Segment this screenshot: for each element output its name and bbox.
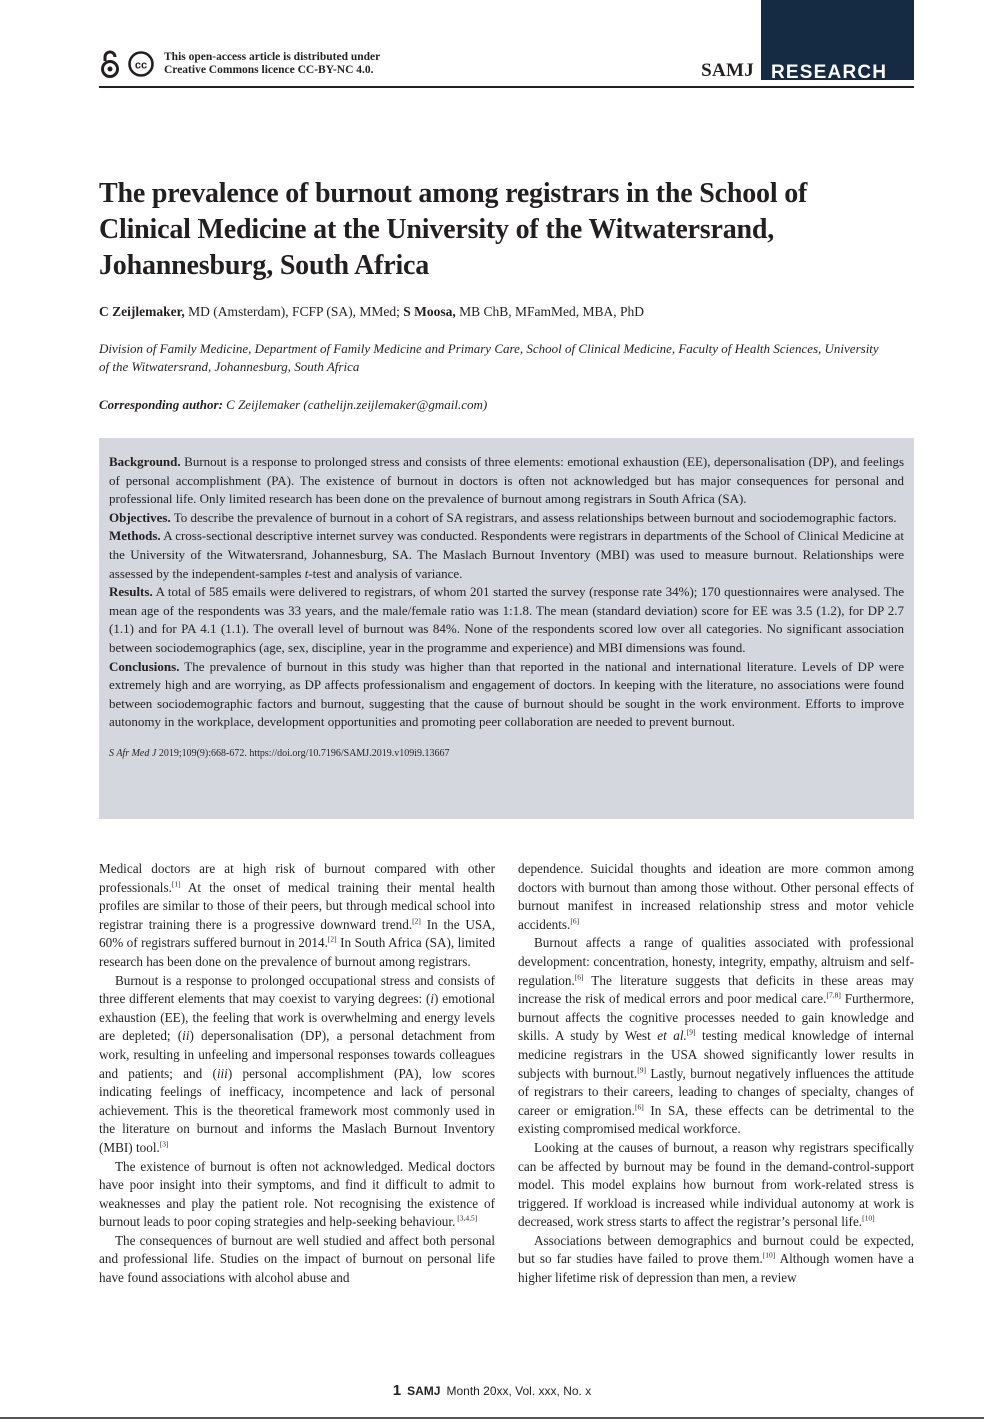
section-banner [761,0,914,83]
abstract-methods-text: A cross-sectional descriptive internet survey was conducted. Respondents were registrars in departments of the School of Clinical Medicine at the University of the Witwatersrand, Johannesburg, SA. The Maslach Burnout Inventory (MBI) was used to measure burnout. Relationships were assessed by the independent-samples [109,528,904,581]
body-text: ) personal accomplishment (PA), low scores indicating feelings of inefficacy, incompetence and lack of personal achievement. This is the theoretical framework most commonly used in the literature on burnout and informs the Maslach Burnout Inventory (MBI) tool. [99,1065,495,1155]
abstract-box [99,438,914,819]
body-paragraph [99,972,495,1158]
abstract-methods-label: Methods. [109,528,161,544]
body-text: The consequences of burnout are well studied and affect both personal and professional life. Studies on the impact of burnout on personal life have found associations with alcohol abuse and [99,1232,495,1286]
body-text: At the onset of medical training their mental health profiles are similar to those of their peers, but through medical school into registrar training there is a progressive downward trend. [99,879,495,932]
creative-commons-icon [127,50,155,78]
body-text: Furthermore, burnout affects the cognitive processes needed to gain knowledge and skills. A study by West [518,991,915,1044]
abstract-methods-t: t [304,565,309,581]
abstract-background [109,453,904,509]
abstract-objectives [109,509,904,528]
body-text: In SA, these effects can be detrimental to the existing compromised medical workforce. [518,1102,915,1137]
body-text: et al. [657,1028,687,1044]
header-rule [99,86,914,88]
bottom-rule [0,1417,984,1419]
citation-ref: [6] [634,1102,644,1112]
body-text: The literature suggests that deficits in these areas may increase the risk of medical errors and poor medical care. [518,972,914,1007]
author-1-degrees: MD (Amsterdam), FCFP (SA), MMed; [184,304,404,319]
abstract-objectives-text: To describe the prevalence of burnout in a cohort of SA registrars, and assess relationships between burnout and sociodemographic factors. [170,509,897,525]
body-text: In South Africa (SA), limited research has been done on the prevalence of burnout among registrars. [99,935,495,969]
citation-ref: [6] [574,972,584,982]
body-text: The existence of burnout is often not acknowledged. Medical doctors have poor insight into their symptoms, and find it difficult to admit to weaknesses and play the patient role. Not recognising the existence of burnout leads to poor coping strategies and help-seeking behaviour. [99,1158,495,1230]
footer-journal: SAMJ [407,1384,441,1398]
body-text: Although women have a higher lifetime risk of depression than men, a review [518,1251,914,1286]
svg-text:cc: cc [134,59,148,72]
citation-ref: [7,8] [826,990,841,1000]
author-2-name: S Moosa, [403,304,456,319]
license-line-1: This open-access article is distributed under [164,51,381,63]
abstract-conclusions-text: The prevalence of burnout in this study was higher than that reported in the national and international literature. Levels of DP were extremely high and are worrying, as DP affects professionalism and engagement of doctors. In keeping with the literature, no associations were found between sociodemographic factors and burnout, suggesting that the cause of burnout should be sought in the work environment. Efforts to improve autonomy in the workplace, development opportunities and promoting peer collaboration are needed to prevent burnout. [109,658,904,730]
abstract-text [109,453,904,732]
article-citation [109,747,904,760]
body-paragraph [518,1139,914,1232]
body-text: In the USA, 60% of registrars suffered burnout in 2014. [99,916,495,951]
abstract-background-text: Burnout is a response to prolonged stress and consists of three elements: emotional exhaustion (EE), depersonalisation (DP), and feelings of personal accomplishment (PA). The existence of burnout in doctors is often not acknowledged but has major consequences for personal and professional life. Only limited research has been done on the prevalence of burnout among registrars in South Africa (SA). [109,454,904,507]
affiliation: Division of Family Medicine, Department of Family Medicine and Primary Care, School of Clinical Medicine, Faculty of Health Sciences, University of the Witwatersrand, Johannesburg, South Africa [99,341,879,374]
abstract-methods [109,527,904,583]
license-notice [164,51,380,77]
abstract-objectives-label: Objectives. [109,509,171,525]
citation-ref: [9] [637,1065,646,1075]
corresponding-text: C Zeijlemaker (cathelijn.zeijlemaker@gmail.com) [222,397,488,412]
body-text: ) emotional exhaustion (EE), the feeling that work is overwhelming and energy levels are depleted; ( [99,991,495,1044]
abstract-conclusions-label: Conclusions. [109,658,180,674]
abstract-background-label: Background. [109,454,181,469]
abstract-results-text: A total of 585 emails were delivered to registrars, of whom 201 started the survey (response rate 34%); 170 questionnaires were analysed. The mean age of the respondents was 33 years, and the male/female ratio was 1:1.8. The mean (standard deviation) score for EE was 3.5 (1.2), for DP 2.7 (1.1) and for PA 4.1 (1.1). The overall level of burnout was 84%. None of the respondents scored low over all categories. No significant association between sociodemographics (age, sex, discipline, year in the programme and experience) and MBI dimensions was found. [109,584,904,655]
corresponding-label: Corresponding author: [99,397,223,412]
body-text: Looking at the causes of burnout, a reason why registrars specifically can be affected by burnout may be found in the demand-control-support model. This model explains how burnout from work-related stress is triggered. If workload is increased while individual autonomy at work is decreased, work stress starts to affect the registrar’s personal life. [518,1139,914,1230]
citation-ref: [9] [686,1027,696,1037]
section-label: RESEARCH [771,62,888,83]
citation-ref: [6] [570,916,580,926]
body-text: i [430,991,435,1007]
citation-journal: S Afr Med J [109,747,157,759]
citation-ref: [3] [159,1139,169,1149]
body-paragraph [518,1232,914,1288]
abstract-results-label: Results. [109,584,153,600]
footer-issue: Month 20xx, Vol. xxx, No. x [446,1384,592,1398]
body-paragraph [99,1232,495,1288]
author-line [99,303,914,321]
citation-details: 2019;109(9):668-672. https://doi.org/10.7196/SAMJ.2019.v109i9.13667 [156,747,450,759]
body-text: Associations between demographics and burnout could be expected, but so far studies have failed to prove them. [518,1232,914,1267]
abstract-methods-text-end: -test and analysis of variance. [308,565,463,581]
journal-name: SAMJ [701,60,754,81]
citation-ref: [2] [327,934,337,944]
body-text: ii [182,1028,190,1044]
author-1-name: C Zeijlemaker, [99,304,185,319]
abstract-results [109,583,904,657]
article-title: The prevalence of burnout among registrars in the School of Clinical Medicine at the University of the Witwatersrand, Johannesburg, South Africa [99,178,808,281]
body-paragraph [99,1158,495,1232]
corresponding-author [99,396,914,414]
citation-ref: [2] [412,916,421,926]
page-footer [0,1382,984,1399]
citation-ref: [10] [762,1251,776,1261]
abstract-conclusions [109,658,904,732]
body-text: Lastly, burnout negatively influences the attitude of registrars to their careers, leading to changes of specialty, changes of career or emigration. [518,1065,914,1118]
citation-ref: [3,4,5] [455,1213,478,1223]
body-text: ) depersonalisation (DP), a personal detachment from work, resulting in unfeeling and impersonal responses towards colleagues and patients; and ( [99,1028,496,1081]
body-column-left [99,860,495,1288]
body-text: Medical doctors are at high risk of burnout compared with other professionals. [99,861,495,895]
body-text: testing medical knowledge of internal medicine registrars in the USA showed significantly lower results in subjects with burnout. [518,1028,914,1081]
page-number: 1 [392,1382,402,1399]
body-text: Burnout affects a range of qualities associated with professional development: concentration, honesty, integrity, empathy, altruism and self-regulation. [518,935,914,988]
body-column-right [518,860,914,1288]
body-paragraph [518,860,914,934]
body-paragraph [518,934,914,1139]
body-text: iii [216,1065,228,1081]
body-text: dependence. Suicidal thoughts and ideation are more common among doctors with burnout than among those without. Other personal effects of burnout manifest in increased relationship stress and motor vehicle accidents. [518,861,914,932]
author-2-degrees: MB ChB, MFamMed, MBA, PhD [455,304,645,319]
license-line-2: Creative Commons licence CC-BY-NC 4.0. [164,64,374,76]
body-paragraph [99,860,495,972]
page-header [99,0,914,88]
citation-ref: [10] [862,1213,875,1223]
body-text: Burnout is a response to prolonged occupational stress and consists of three different elements that may coexist to varying degrees: ( [99,972,495,1007]
citation-ref: [1] [171,879,181,889]
